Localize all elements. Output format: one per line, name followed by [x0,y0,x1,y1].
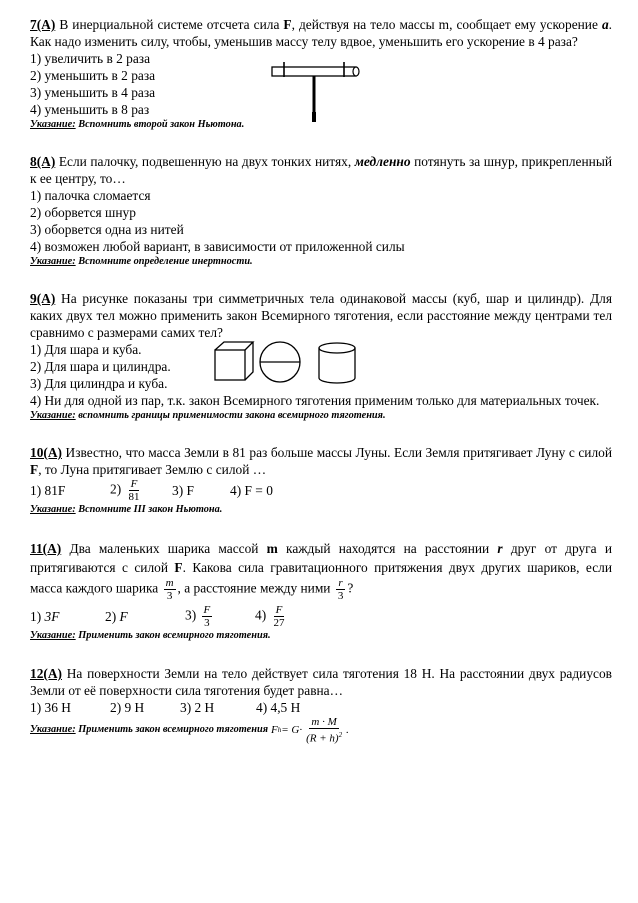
question-9-option-3: 3) Для цилиндра и куба. [30,376,168,391]
question-7-option-1: 1) увеличить в 2 раза [30,51,151,66]
question-8-option-4: 4) возможен любой вариант, в зависимости от приложенной силы [30,239,405,254]
fraction: $\frac{r}{3}$ [337,577,344,602]
fraction: $\frac{m}{3}$ [165,577,174,602]
question-11-option-2: 2) F [105,609,128,624]
question-7-option-4: 4) уменьшить в 8 раз [30,102,150,117]
question-9-option-1: 1) Для шара и куба. [30,342,142,357]
question-9-hint: Указание: вспомнить границы применимости закона всемирного тяготения. [30,410,386,421]
spacer [30,423,612,444]
spacer [30,132,612,153]
question-12-option-3: 3) 2 Н [180,700,215,715]
question-9-option-4: 4) Ни для одной из пар, т.к. закон Всемирного тяготения применим только для материальных точек. [30,393,600,408]
question-10-text: 10(А) Известно, что масса Земли в 81 раз больше массы Луны. Если Земля притягивает Луну с силой F, то Луна притягивает Землю с силой … [30,445,612,477]
stick-on-threads-illustration [270,62,360,124]
spacer [30,269,612,290]
question-12-hint: Указание: Применить закон всемирного тяготения F h = G· $\frac{m \cdot M}{(R + h)^2}$ . [30,716,349,745]
question-8-number: 8(А) [30,154,56,169]
question-7-hint: Указание: Вспомнить второй закон Ньютона. [30,119,245,130]
question-8-option-1: 1) палочка сломается [30,188,151,203]
question-8-hint: Указание: Вспомните определение инертности. [30,256,253,267]
fraction: $\frac{F}{3}$ [203,604,211,629]
question-11-hint: Указание: Применить закон всемирного тяготения. [30,630,271,641]
stick-end [353,67,359,76]
cord-end [312,112,316,122]
cube-shape [215,342,253,380]
question-12-options [30,699,612,716]
sphere-shape [260,342,300,382]
question-12-option-2: 2) 9 Н [110,700,145,715]
question-9-text: 9(А) На рисунке показаны три симметричных тела одинаковой массы (куб, шар и цилиндр). Для каких двух тел можно применить закон Всемирного тяготения, если расстояние между центрами тел сравнимо с размерами самих тел? [30,291,612,340]
question-11-option-4: 4) $\frac{F}{27}$ [255,604,285,629]
question-11-option-3: 3) $\frac{F}{3}$ [185,604,211,629]
question-12-option-1: 1) 36 Н [30,700,71,715]
question-9 [30,290,612,423]
fraction: $\frac{F}{27}$ [273,604,285,629]
spacer [30,643,612,665]
question-7 [30,16,612,132]
question-12-option-4: 4) 4,5 Н [256,700,301,715]
question-10 [30,444,612,517]
question-10-option-3: 3) F [172,483,194,498]
question-8 [30,153,612,269]
question-9-option-2: 2) Для шара и цилиндра. [30,359,171,374]
spacer [30,517,612,539]
question-11-option-1: 1) 3F [30,609,60,624]
question-12-number: 12(А) [30,666,62,681]
question-10-option-2: 2) $\frac{F}{81}$ [110,478,140,503]
question-12 [30,665,612,745]
question-8-option-3: 3) оборвется одна из нитей [30,222,184,237]
fraction: $\frac{F}{81}$ [128,478,140,503]
gravity-formula: F h = G· $\frac{m \cdot M}{(R + h)^2}$ . [271,716,349,745]
question-7-text: 7(А) В инерциальной системе отсчета сила F, действуя на тело массы m, сообщает ему ускорение a. Как надо изменить силу, чтобы, уменьшив массу телу вдвое, уменьшить его ускорение в 4 раза? [30,17,613,49]
question-10-option-1: 1) 81F [30,483,66,498]
worksheet-page [30,16,612,745]
question-12-text: 12(А) На поверхности Земли на тело действует сила тяготения 18 Н. На расстоянии двух радиусов Земли от её поверхности сила тяготения будет равна… [30,666,612,698]
question-7-number: 7(А) [30,17,56,32]
question-11-options [30,604,612,629]
question-9-number: 9(А) [30,291,56,306]
question-11 [30,539,612,643]
question-10-number: 10(А) [30,445,62,460]
question-10-option-4: 4) F = 0 [230,483,273,498]
question-8-option-2: 2) оборвется шнур [30,205,136,220]
question-10-hint: Указание: Вспомните III закон Ньютона. [30,504,223,515]
bodies-illustration [213,340,383,390]
question-7-option-2: 2) уменьшить в 2 раза [30,68,156,83]
cylinder-shape [319,343,355,383]
fraction: $\frac{m \cdot M}{(R + h)^2}$ [306,716,343,745]
question-11-number: 11(А) [30,541,62,556]
question-8-text: 8(А) Если палочку, подвешенную на двух тонких нитях, медленно потянуть за шнур, прикрепленный к ее центру, то… [30,154,612,186]
question-10-options [30,478,612,503]
question-11-text: 11(А) Два маленьких шарика массой m каждый находятся на расстоянии r друг от друга и притягиваются с силой F. Какова сила гравитационного притяжения двух других шариков, если масса каждого шарика $\frac{m}{3}$ , а расстояние между ними $\frac{r}{3}$ ? [30,541,612,602]
question-7-option-3: 3) уменьшить в 4 раза [30,85,156,100]
